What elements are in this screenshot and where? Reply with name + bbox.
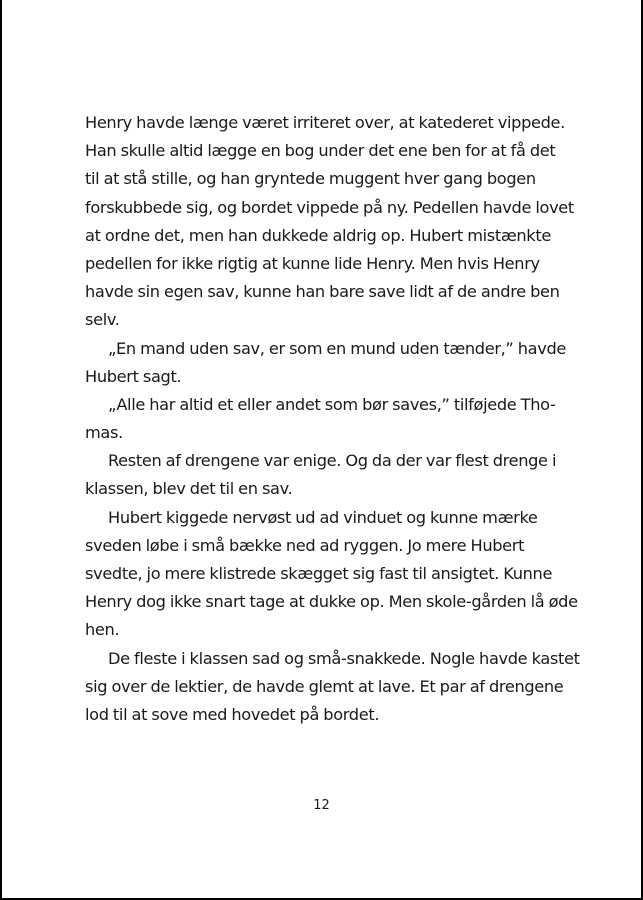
text-line: hen. — [85, 620, 120, 640]
text-line: havde sin egen sav, kunne han bare save lidt af de andre ben — [85, 282, 560, 302]
text-line: Henry dog ikke snart tage at dukke op. Men skole-gården lå øde — [85, 592, 578, 612]
page-number: 12 — [313, 798, 330, 813]
body-text — [85, 109, 580, 729]
text-line: De fleste i klassen sad og små-snakkede. Nogle havde kastet — [108, 648, 580, 668]
text-line: Resten af drengene var enige. Og da der var flest drenge i — [108, 451, 557, 471]
text-line: Han skulle altid lægge en bog under det ene ben for at få det — [85, 141, 556, 161]
text-line: „Alle har altid et eller andet som bør saves,” tilføjede Tho- — [108, 394, 556, 414]
text-line: Hubert sagt. — [85, 366, 182, 386]
text-line: klassen, blev det til en sav. — [85, 479, 293, 499]
text-line: til at stå stille, og han gryntede muggent hver gang bogen — [85, 169, 536, 189]
text-line: selv. — [85, 310, 120, 330]
text-line: mas. — [85, 423, 123, 443]
text-line: sveden løbe i små bække ned ad ryggen. Jo mere Hubert — [85, 535, 525, 555]
text-line: Hubert kiggede nervøst ud ad vinduet og kunne mærke — [108, 507, 538, 527]
text-line: sig over de lektier, de havde glemt at lave. Et par af drengene — [85, 676, 564, 696]
text-line: „En mand uden sav, er som en mund uden tænder,” havde — [108, 338, 567, 358]
text-line: forskubbede sig, og bordet vippede på ny. Pedellen havde lovet — [85, 197, 574, 217]
text-line: at ordne det, men han dukkede aldrig op. Hubert mistænkte — [85, 225, 551, 245]
text-line: Henry havde længe været irriteret over, at katederet vippede. — [85, 113, 565, 132]
text-line: svedte, jo mere klistrede skægget sig fast til ansigtet. Kunne — [85, 564, 553, 583]
text-line: lod til at sove med hovedet på bordet. — [85, 704, 380, 724]
text-line: pedellen for ikke rigtig at kunne lide Henry. Men hvis Henry — [85, 253, 540, 273]
